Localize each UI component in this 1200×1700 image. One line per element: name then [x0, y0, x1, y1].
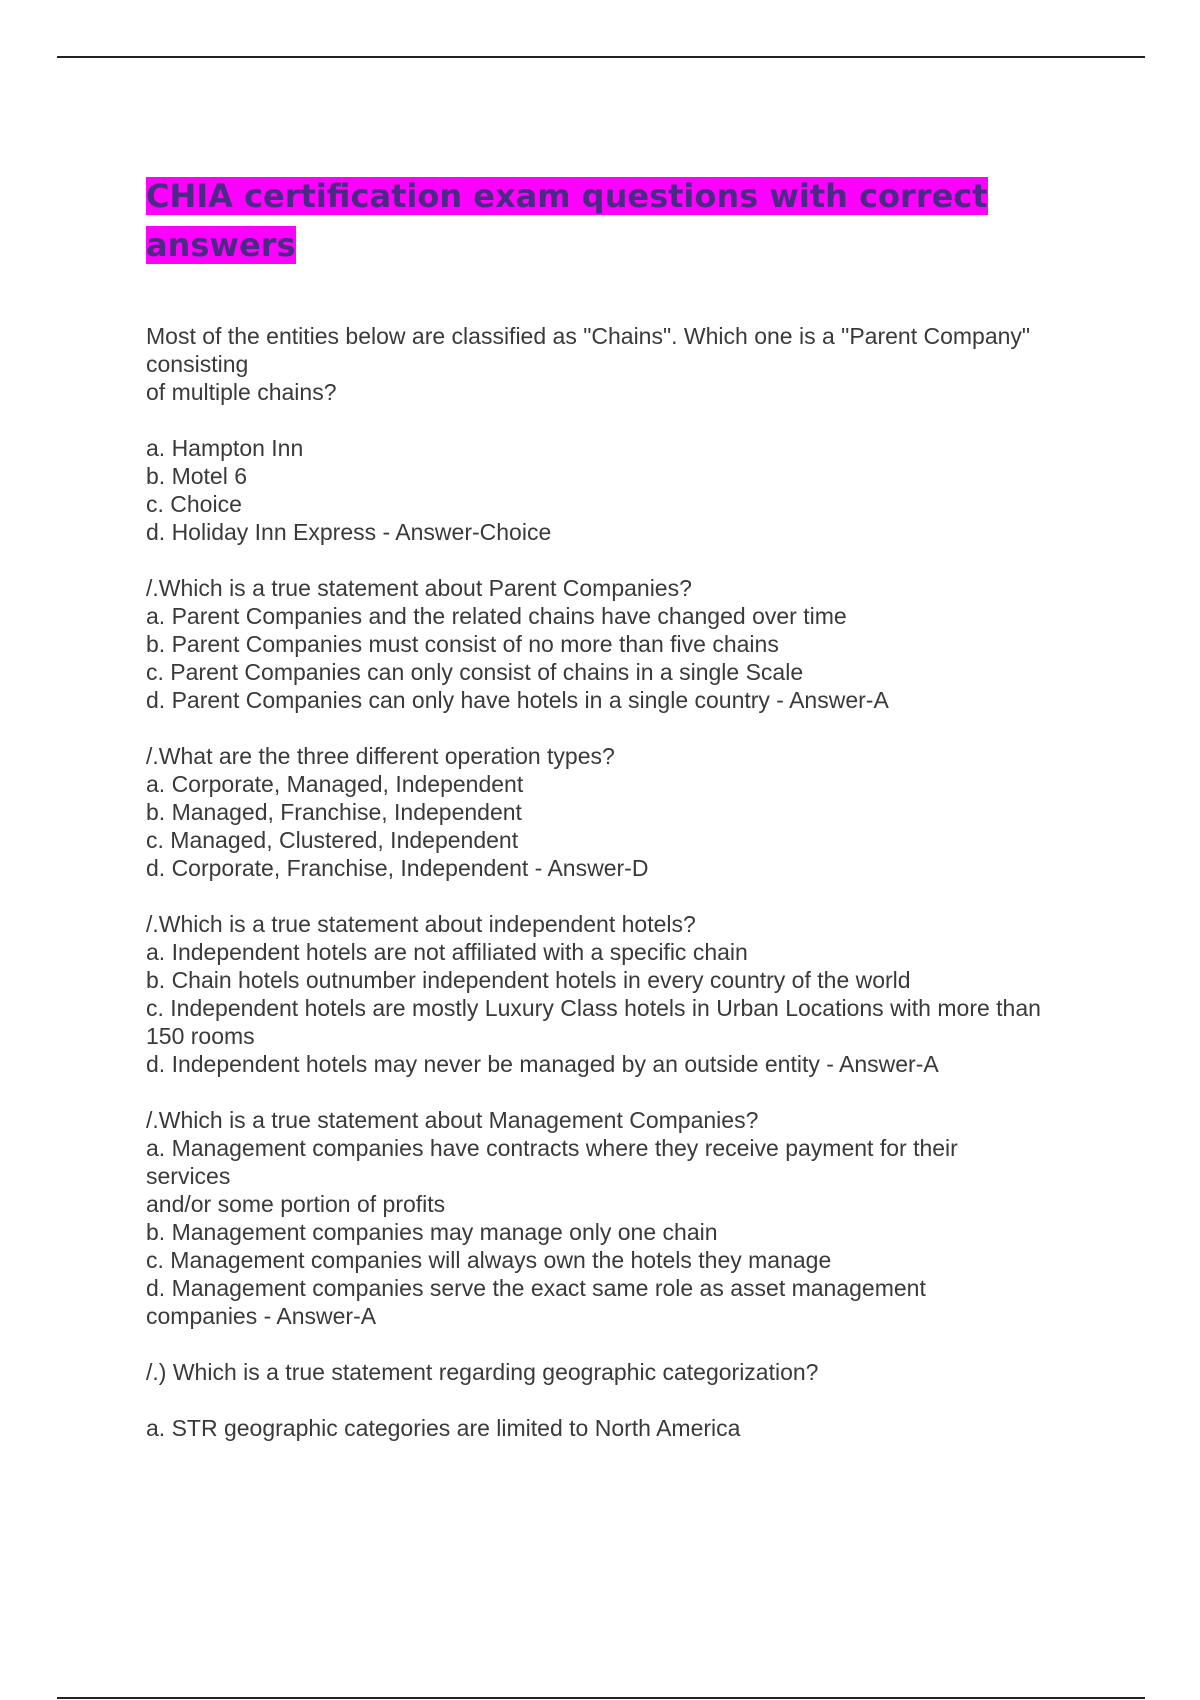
- answer-option: b. Management companies may manage only one chain: [146, 1219, 718, 1245]
- answer-option: a. Management companies have contracts where they receive payment for their: [146, 1135, 958, 1161]
- answer-option-continued: companies - Answer-A: [146, 1303, 377, 1329]
- answer-option: c. Parent Companies can only consist of chains in a single Scale: [146, 659, 804, 685]
- answer-option: a. Corporate, Managed, Independent: [146, 771, 524, 797]
- question-text-line: of multiple chains?: [146, 379, 337, 405]
- answer-option: c. Managed, Clustered, Independent: [146, 827, 519, 853]
- answer-option-continued: and/or some portion of profits: [146, 1191, 446, 1217]
- answer-options: [146, 1414, 1106, 1442]
- highlighted-title-text: CHIA certification exam questions with correct answers: [146, 177, 988, 264]
- answer-option: b. Parent Companies must consist of no more than five chains: [146, 631, 779, 657]
- question-text-line: Most of the entities below are classified as "Chains". Which one is a "Parent Company": [146, 323, 1031, 349]
- document-title: [146, 172, 1006, 270]
- question-block: [146, 1106, 1106, 1330]
- answer-option: d. Holiday Inn Express - Answer-Choice: [146, 519, 552, 545]
- answer-option: b. Chain hotels outnumber independent hotels in every country of the world: [146, 967, 911, 993]
- answer-option: a. STR geographic categories are limited to North America: [146, 1415, 741, 1441]
- answer-option: a. Hampton Inn: [146, 435, 304, 461]
- question-text-line: /.Which is a true statement about Parent Companies?: [146, 575, 692, 601]
- answer-option: d. Management companies serve the exact same role as asset management: [146, 1275, 926, 1301]
- title-block: [146, 172, 1006, 270]
- answer-option: d. Corporate, Franchise, Independent - Answer-D: [146, 855, 649, 881]
- question-block: [146, 910, 1106, 1078]
- question-text-line: /.Which is a true statement about independent hotels?: [146, 911, 696, 937]
- footer-rule: [57, 1697, 1145, 1699]
- question-text-line: consisting: [146, 351, 249, 377]
- question-block: [146, 1358, 1106, 1386]
- answer-option-continued: services: [146, 1163, 231, 1189]
- question-list: [146, 322, 1106, 1470]
- answer-option: d. Independent hotels may never be managed by an outside entity - Answer-A: [146, 1051, 939, 1077]
- question-block: [146, 574, 1106, 714]
- answer-option: d. Parent Companies can only have hotels in a single country - Answer-A: [146, 687, 889, 713]
- answer-option-continued: 150 rooms: [146, 1023, 255, 1049]
- answer-option: a. Parent Companies and the related chains have changed over time: [146, 603, 847, 629]
- answer-options: [146, 434, 1106, 546]
- question-text-line: /.Which is a true statement about Management Companies?: [146, 1107, 759, 1133]
- question-text-line: /.) Which is a true statement regarding geographic categorization?: [146, 1359, 819, 1385]
- question-block: [146, 322, 1106, 406]
- answer-option: b. Motel 6: [146, 463, 247, 489]
- answer-option: c. Management companies will always own the hotels they manage: [146, 1247, 832, 1273]
- answer-option: c. Independent hotels are mostly Luxury Class hotels in Urban Locations with more than: [146, 995, 1041, 1021]
- answer-option: b. Managed, Franchise, Independent: [146, 799, 522, 825]
- question-text-line: /.What are the three different operation types?: [146, 743, 615, 769]
- answer-option: c. Choice: [146, 491, 242, 517]
- header-rule: [57, 56, 1145, 58]
- question-block: [146, 742, 1106, 882]
- answer-option: a. Independent hotels are not affiliated with a specific chain: [146, 939, 748, 965]
